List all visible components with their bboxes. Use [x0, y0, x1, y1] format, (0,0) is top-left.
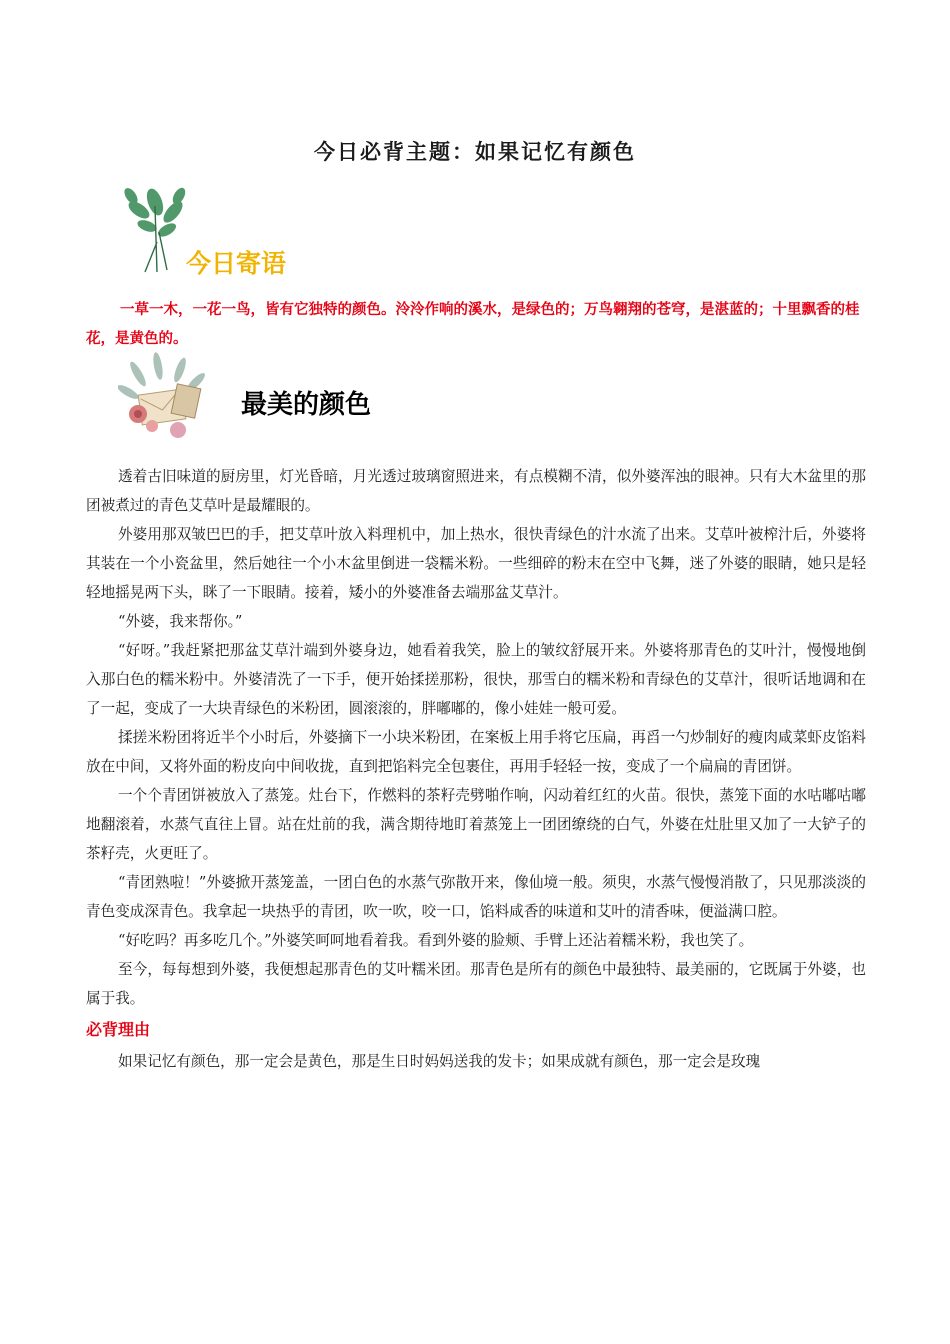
- article-paragraph: 一个个青团饼被放入了蒸笼。灶台下，作燃料的茶籽壳劈啪作响，闪动着红红的火苗。很快，蒸笼下面的水咕嘟咕嘟地翻滚着，水蒸气直往上冒。站在灶前的我，满含期待地盯着蒸笼上一团团缭绕的白气，外婆在灶肚里又加了一大铲子的茶籽壳，火更旺了。: [86, 787, 866, 862]
- article-paragraph: 外婆用那双皱巴巴的手，把艾草叶放入料理机中，加上热水，很快青绿色的汁水流了出来。艾草叶被榨汁后，外婆将其装在一个小瓷盆里，然后她往一个小木盆里倒进一袋糯米粉。一些细碎的粉末在空中飞舞，迷了外婆的眼睛，她只是轻轻地摇晃两下头，眯了一下眼睛。接着，矮小的外婆准备去端那盆艾草汁。: [86, 526, 866, 601]
- daily-message-heading: 今日寄语: [186, 249, 287, 278]
- article-paragraph: “好呀。”我赶紧把那盆艾草汁端到外婆身边，她看着我笑，脸上的皱纹舒展开来。外婆将那青色的艾叶汁，慢慢地倒入那白色的糯米粉中。外婆清洗了一下手，便开始揉搓那粉，很快，那雪白的糯米粉和青绿色的艾草汁，很听话地调和在了一起，变成了一大块青绿色的米粉团，圆滚滚的，胖嘟嘟的，像小娃娃一般可爱。: [86, 642, 866, 717]
- article-paragraph: “青团熟啦！”外婆掀开蒸笼盖，一团白色的水蒸气弥散开来，像仙境一般。须臾，水蒸气慢慢消散了，只见那淡淡的青色变成深青色。我拿起一块热乎的青团，吹一吹，咬一口，馅料咸香的味道和艾叶的清香味，便溢满口腔。: [86, 874, 866, 920]
- article-body: [86, 462, 866, 1076]
- daily-quote: 一草一木，一花一鸟，皆有它独特的颜色。泠泠作响的溪水，是绿色的；万鸟翱翔的苍穹，是湛蓝的；十里飘香的桂花，是黄色的。: [86, 302, 860, 347]
- page-title: 今日必背主题：如果记忆有颜色: [314, 139, 636, 164]
- plant-illustration: [115, 182, 193, 274]
- article-paragraph: “好吃吗？再多吃几个。”外婆笑呵呵地看着我。看到外婆的脸颊、手臂上还沾着糯米粉，我也笑了。: [118, 932, 754, 949]
- article-paragraph: 揉搓米粉团将近半个小时后，外婆摘下一小块米粉团，在案板上用手将它压扁，再舀一勺炒制好的瘦肉咸菜虾皮馅料放在中间，又将外面的粉皮向中间收拢，直到把馅料完全包裹住，再用手轻轻一按，变成了一个扁扁的青团饼。: [86, 729, 866, 775]
- article-heading: 最美的颜色: [241, 390, 372, 420]
- article-paragraph: “外婆，我来帮你。”: [118, 613, 243, 630]
- reason-heading: 必背理由: [86, 1020, 151, 1039]
- article-paragraph: 至今，每每想到外婆，我便想起那青色的艾叶糯米团。那青色是所有的颜色中最独特、最美丽的，它既属于外婆，也属于我。: [86, 961, 866, 1007]
- article-paragraph: 透着古旧味道的厨房里，灯光昏暗，月光透过玻璃窗照进来，有点模糊不清，似外婆浑浊的眼神。只有大木盆里的那团被煮过的青色艾草叶是最耀眼的。: [86, 468, 866, 514]
- letter-flower-illustration: [118, 352, 210, 444]
- reason-text: 如果记忆有颜色，那一定会是黄色，那是生日时妈妈送我的发卡；如果成就有颜色，那一定会是玫瑰: [118, 1053, 761, 1070]
